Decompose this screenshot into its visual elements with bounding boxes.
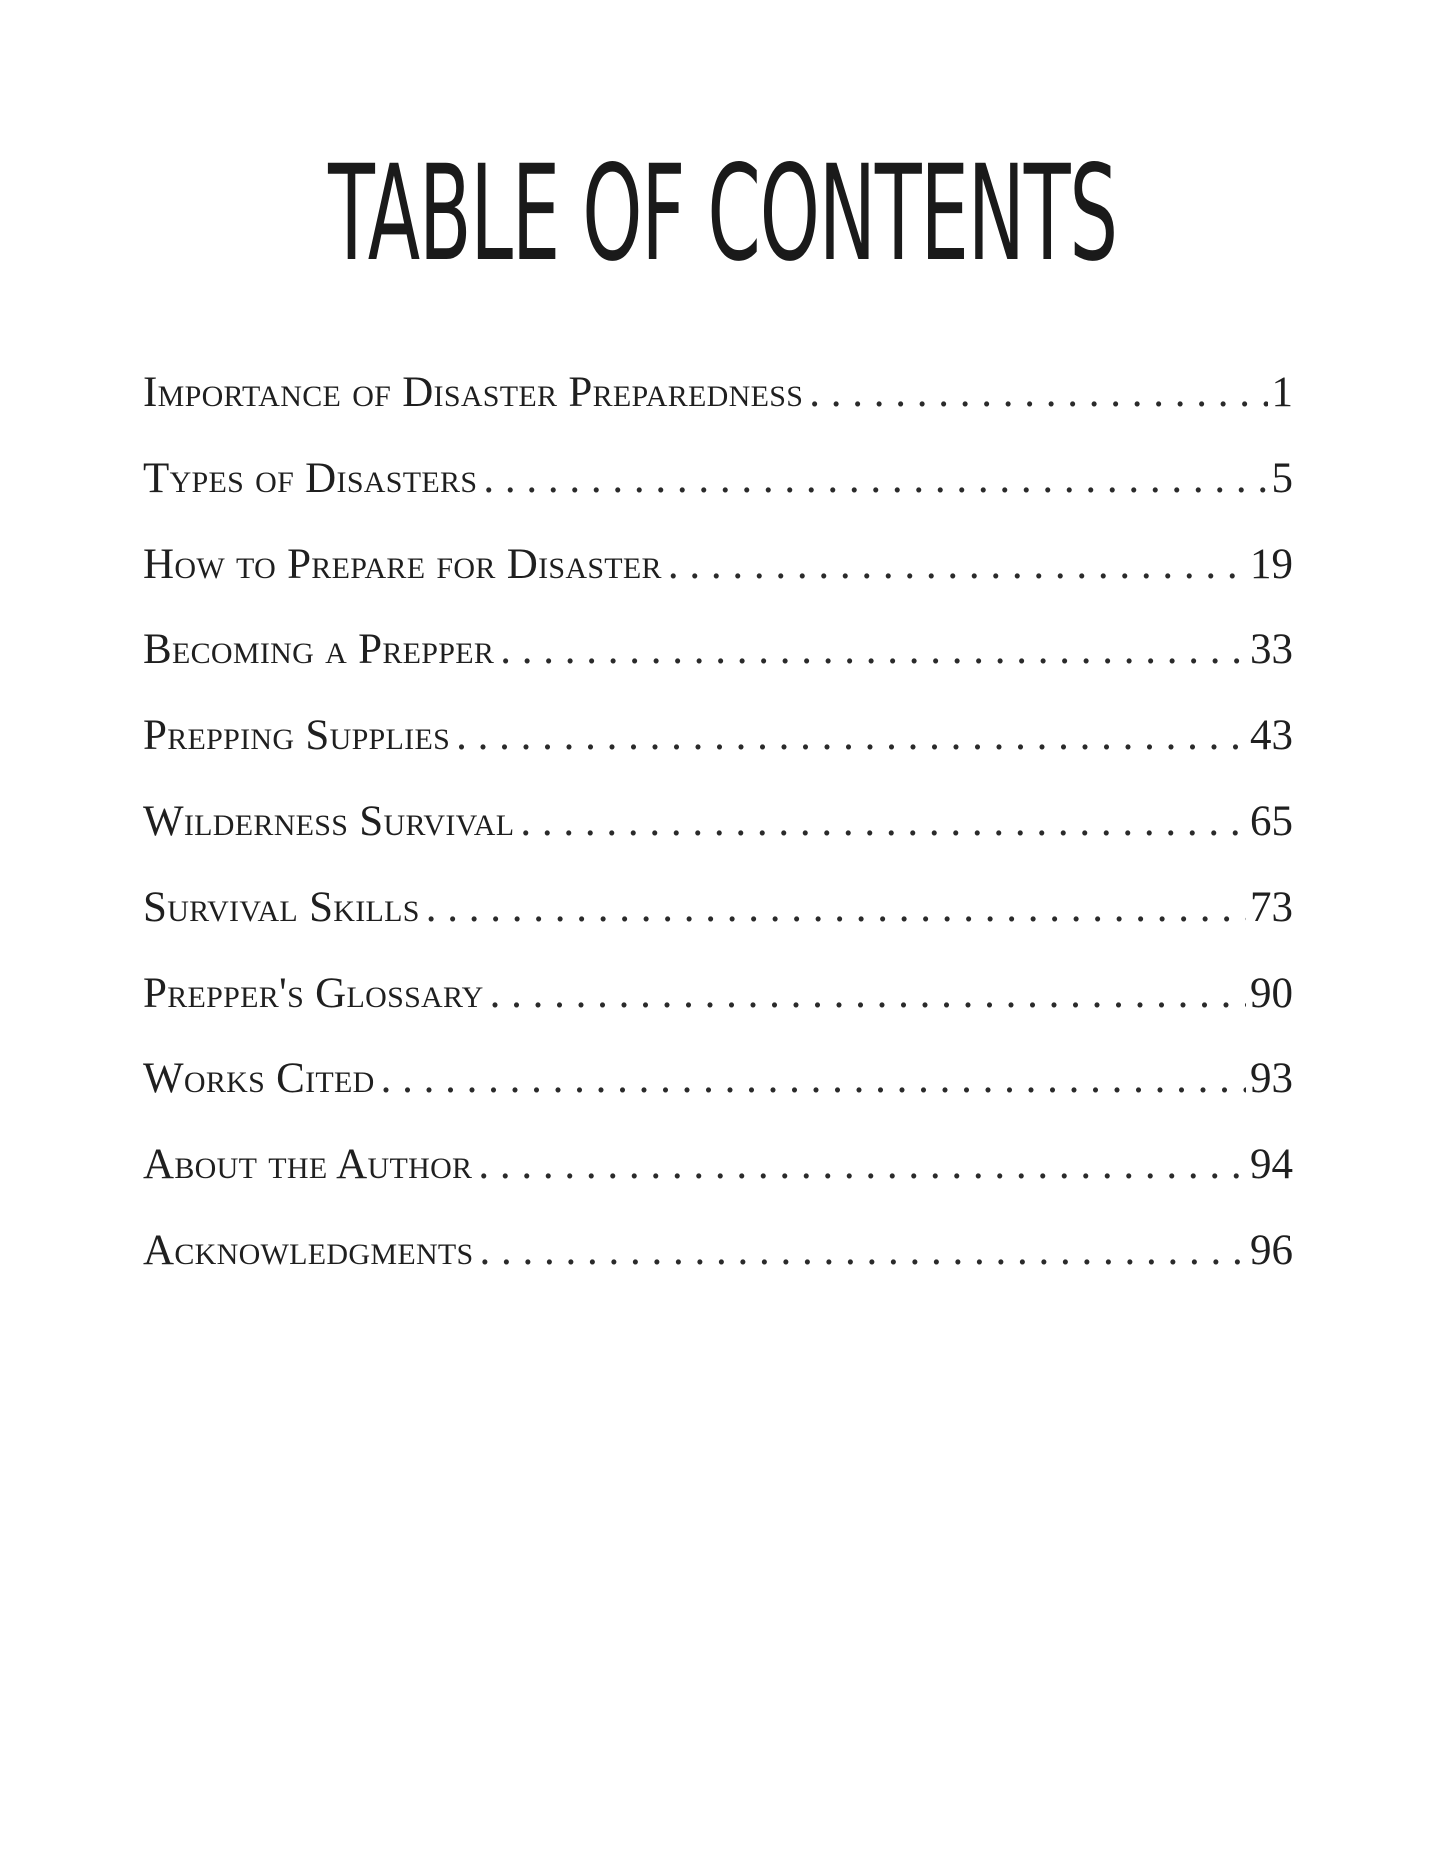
toc-entry-label: About the Author [143, 1141, 473, 1189]
toc-entry-page-number: 19 [1250, 540, 1293, 588]
toc-leader-dots [450, 711, 1246, 760]
toc-leader-dots [420, 883, 1246, 932]
toc-entry-page-number: 94 [1250, 1141, 1293, 1189]
toc-entry[interactable] [143, 969, 1293, 1055]
toc-entry-page-number: 1 [1271, 369, 1293, 416]
toc-entry[interactable] [143, 1054, 1293, 1140]
toc-leader-dots [375, 1054, 1246, 1103]
toc-leader-dots [494, 625, 1246, 674]
toc-entry-page-number: 90 [1250, 969, 1293, 1017]
toc-entry[interactable] [143, 540, 1293, 626]
toc-entry-label: Types of Disasters [143, 454, 478, 502]
toc-entry[interactable] [143, 711, 1293, 797]
toc-entry-label: Wilderness Survival [143, 797, 515, 845]
toc-entry-page-number: 96 [1250, 1226, 1293, 1274]
toc-entry-label: Prepping Supplies [143, 712, 451, 760]
toc-entry-page-number: 5 [1271, 454, 1293, 502]
toc-entry[interactable] [143, 1140, 1293, 1226]
toc-entry[interactable] [143, 454, 1293, 540]
toc-leader-dots [803, 368, 1267, 417]
toc-entry-label: Acknowledgments [143, 1226, 474, 1274]
toc-list [143, 368, 1293, 1312]
toc-leader-dots [472, 1140, 1246, 1189]
toc-entry-label: How to Prepare for Disaster [143, 540, 662, 588]
toc-entry[interactable] [143, 625, 1293, 711]
toc-leader-dots [662, 540, 1246, 589]
toc-entry[interactable] [143, 883, 1293, 969]
toc-entry-page-number: 33 [1250, 626, 1293, 674]
toc-entry-label: Works Cited [143, 1055, 375, 1103]
toc-entry-label: Survival Skills [143, 883, 420, 931]
toc-leader-dots [474, 1226, 1246, 1275]
toc-leader-dots [477, 454, 1267, 503]
toc-entry-label: Importance of Disaster Preparedness [143, 369, 804, 416]
toc-entry-page-number: 93 [1250, 1055, 1293, 1103]
toc-entry[interactable] [143, 1226, 1293, 1312]
toc-entry-page-number: 73 [1250, 883, 1293, 931]
toc-entry[interactable] [143, 797, 1293, 883]
page-title: TABLE OF CONTENTS [328, 137, 1117, 291]
toc-entry-page-number: 43 [1250, 712, 1293, 760]
toc-entry-label: Becoming a Prepper [143, 626, 495, 674]
toc-leader-dots [514, 797, 1246, 846]
toc-entry-label: Prepper's Glossary [143, 969, 484, 1017]
toc-entry-page-number: 65 [1250, 797, 1293, 845]
toc-leader-dots [484, 969, 1246, 1018]
toc-entry[interactable] [143, 368, 1293, 454]
